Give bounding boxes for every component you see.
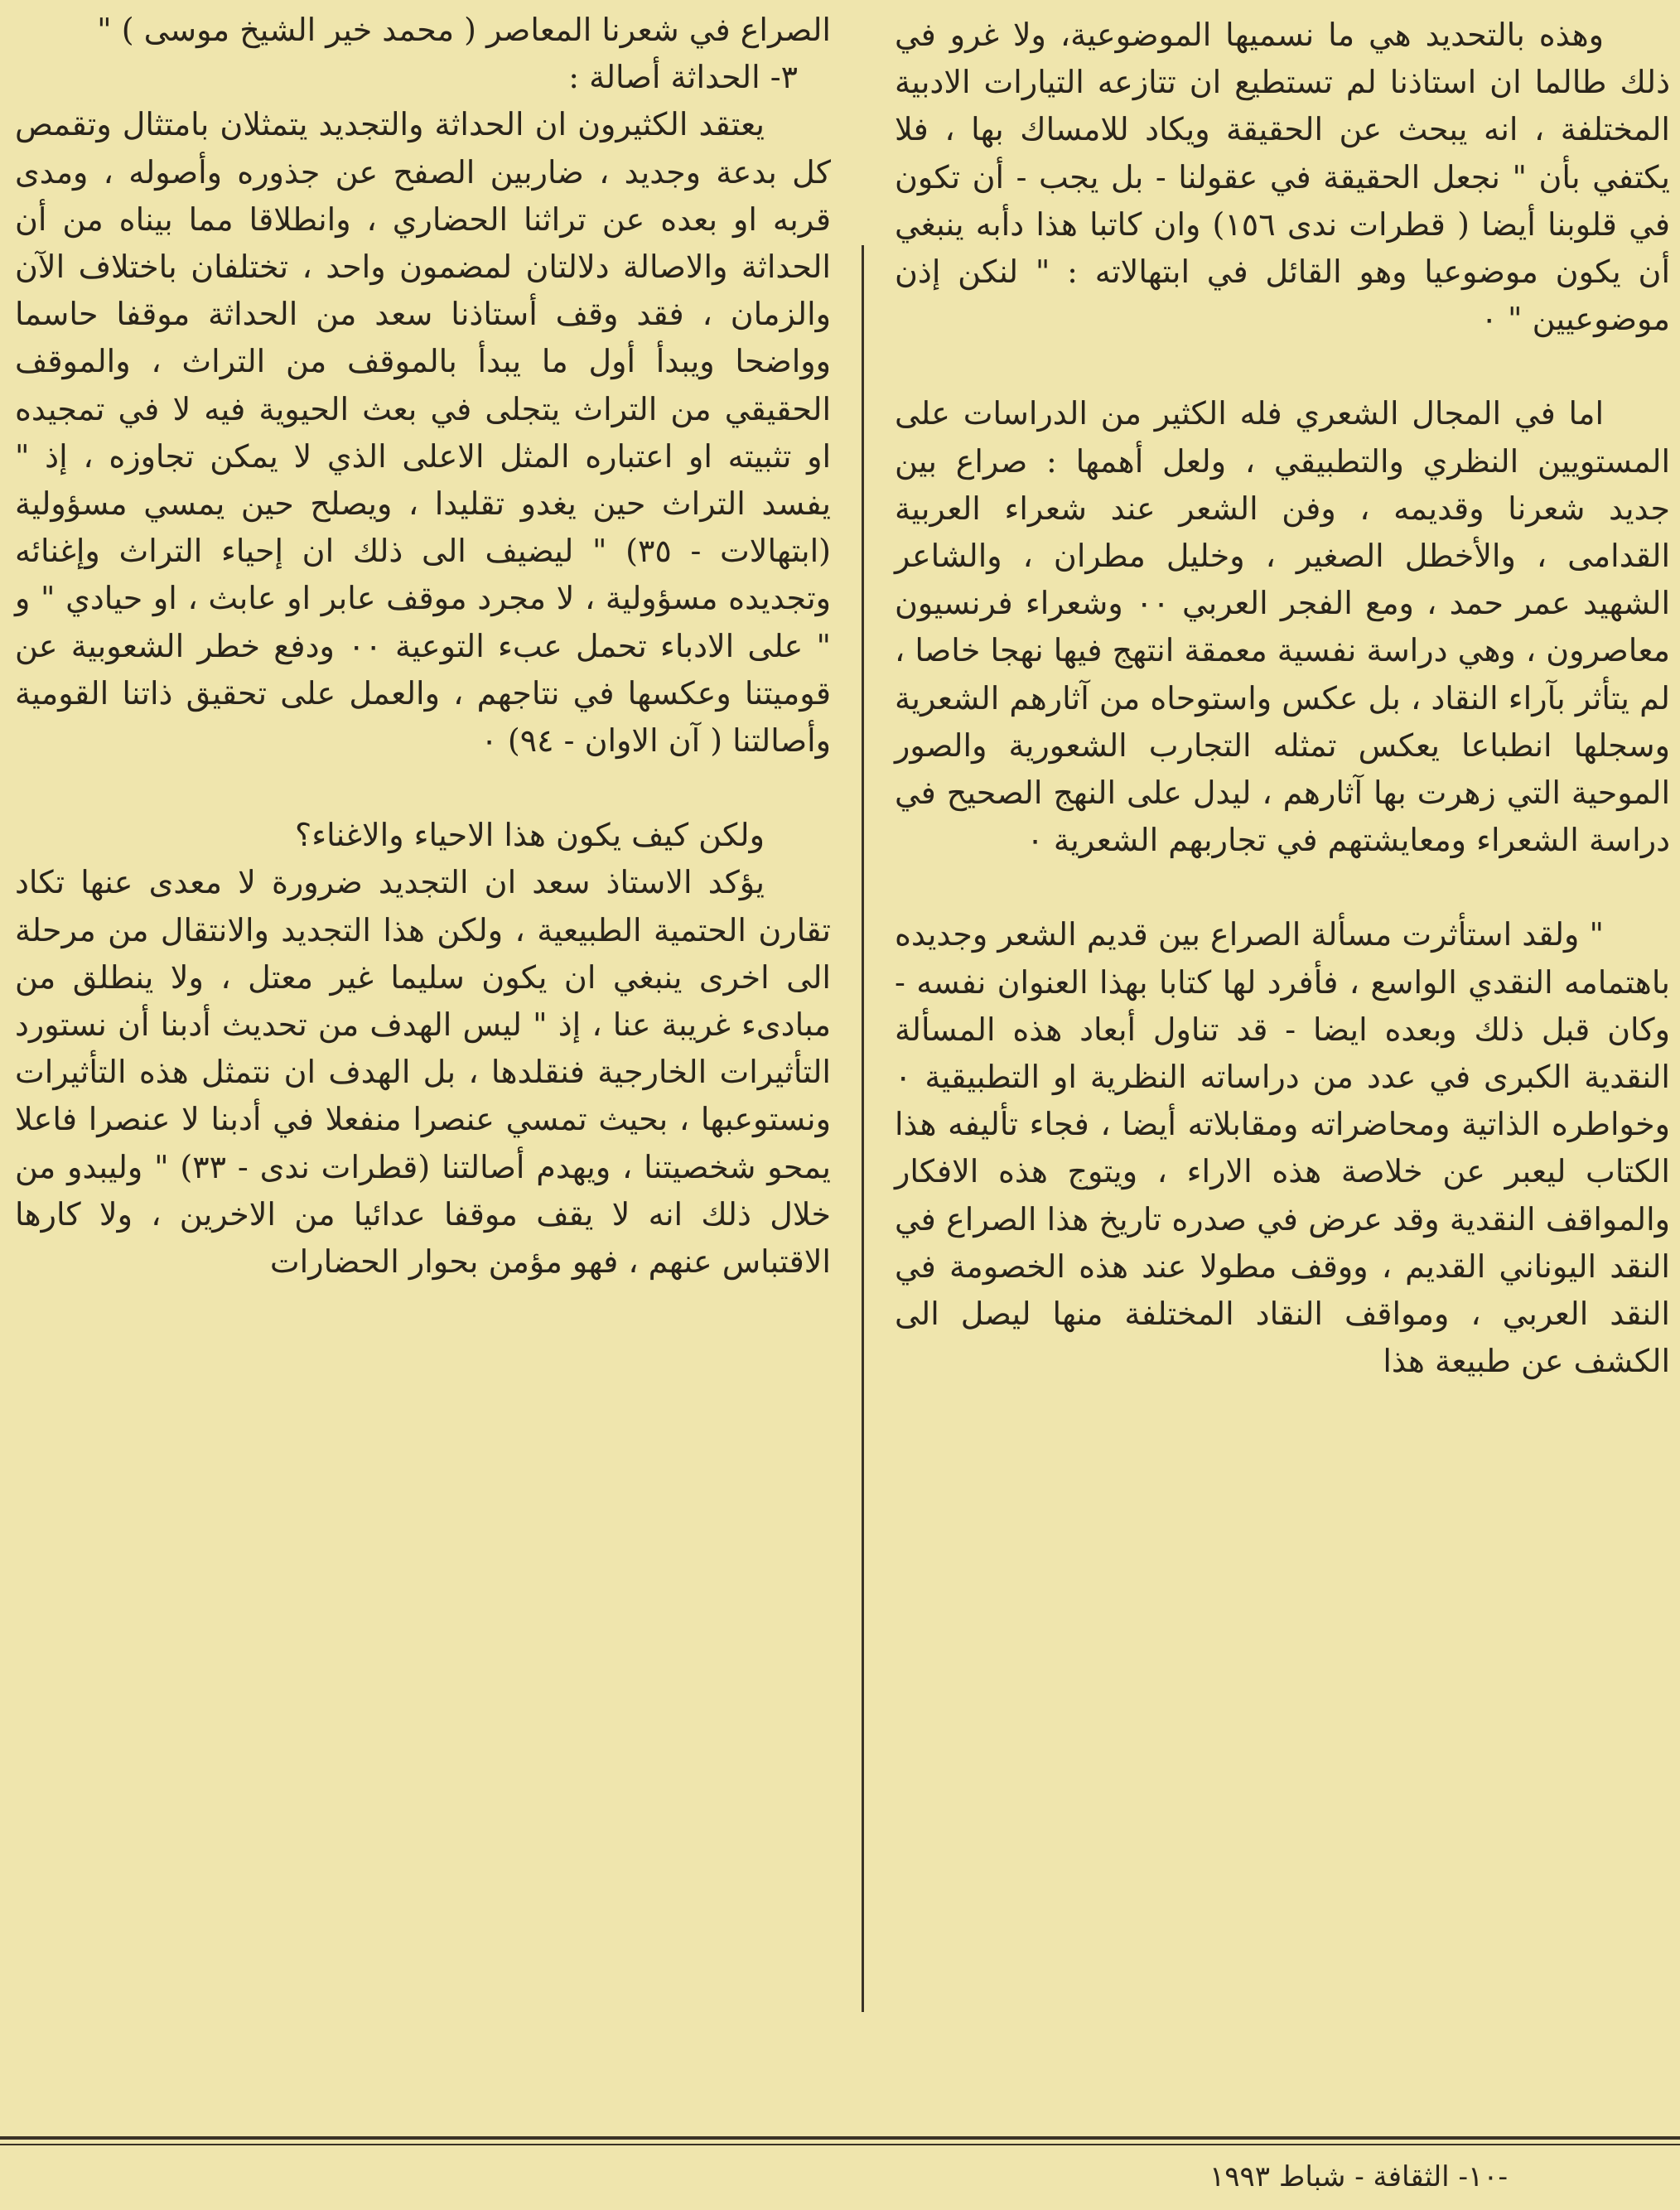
- section-heading: ٣- الحداثة أصالة :: [568, 59, 798, 96]
- left-text-column: [15, 0, 831, 1286]
- paragraph-continuation: الصراع في شعرنا المعاصر ( محمد خير الشيخ موسى ) ": [97, 12, 831, 48]
- paragraph-old-new-conflict: " ولقد استأثرت مسألة الصراع بين قديم الشعر وجديده باهتمامه النقدي الواسع ، فأفرد لها كتابا بهذا العنوان نفسه - وكان قبل ذلك وبعده ايضا - قد تناول أبعاد هذه المسألة النقدية الكبرى في عدد من دراساته النظرية او التطبيقية ٠ وخواطره الذاتية ومحاضراته ومقابلاته أيضا ، فجاء تأليفه هذا الكتاب ليعبر عن خلاصة هذه الاراء ، ويتوج هذه الافكار والمواقف النقدية وقد عرض في صدره تاريخ هذا الصراع في النقد اليوناني القديم ، ووقف مطولا عند هذه الخصومة في النقد العربي ، ومواقف النقاد المختلفة منها ليصل الى الكشف عن طبيعة هذا: [895, 916, 1670, 1380]
- paragraph-gap: [895, 343, 1670, 390]
- footer-rule-thin: [0, 2144, 1680, 2145]
- paragraph-renewal: يؤكد الاستاذ سعد ان التجديد ضرورة لا معدى عنها تكاد تقارن الحتمية الطبيعية ، ولكن هذا التجديد والانتقال من مرحلة الى اخرى ينبغي ان يكون سليما غير معتل ، ولا ينطلق من مبادىء غريبة عنا ، إذ " ليس الهدف من تحديث أدبنا أن نستورد التأثيرات الخارجية فنقلدها ، بل الهدف ان نتمثل هذه التأثيرات ونستوعبها ، بحيث تمسي عنصرا منفعلا في أدبنا لا عنصرا فاعلا يمحو شخصيتنا ، ويهدم أصالتنا (قطرات ندى - ٣٣) " وليبدو من خلال ذلك انه لا يقف موقفا عدائيا من الاخرين ، ولا كارها الاقتباس عنهم ، فهو مؤمن بحوار الحضارات: [15, 864, 831, 1281]
- footer-rule-thick: [0, 2136, 1680, 2140]
- paragraph-gap: [15, 765, 831, 812]
- paragraph-modernity: يعتقد الكثيرون ان الحداثة والتجديد يتمثلان بامتثال وتقمص كل بدعة وجديد ، ضاربين الصفح عن جذوره وأصوله ، ومدى قربه او بعده عن تراثنا الحضاري ، وانطلاقا مما بيناه من أن الحداثة والاصالة دلالتان لمضمون واحد ، تختلفان باختلاف الآن والزمان ، فقد وقف أستاذنا سعد من الحداثة موقفا حاسما وواضحا ويبدأ أول ما يبدأ بالموقف من التراث ، والموقف الحقيقي من التراث يتجلى في بعث الحيوية فيه لا في تمجيده او تثبيته او اعتباره المثل الاعلى الذي لا يمكن تجاوزه ، إذ " يفسد التراث حين يغدو تقليدا ، ويصلح حين يمسي مسؤولية (ابتهالات - ٣٥) " ليضيف الى ذلك ان إحياء التراث وإغنائه وتجديده مسؤولية ، لا مجرد موقف عابر او عابث ، او حيادي " و " على الادباء تحمل عبء التوعية ٠٠ ودفع خطر الشعوبية عن قوميتنا وعكسها في نتاجهم ، والعمل على تحقيق ذاتنا القومية وأصالتنا ( آن الاوان - ٩٤) ٠: [15, 106, 832, 760]
- paragraph-poetic-studies: اما في المجال الشعري فله الكثير من الدراسات على المستويين النظري والتطبيقي ، ولعل أهمها : صراع بين جديد شعرنا وقديمه ، وفن الشعر عند شعراء العربية القدامى ، والأخطل الصغير ، وخليل مطران ، والشاعر الشهيد عمر حمد ، ومع الفجر العربي ٠٠ وشعراء فرنسيون معاصرون ، وهي دراسة نفسية معمقة انتهج فيها نهجا خاصا ، لم يتأثر بآراء النقاد ، بل عكس واستوحاه من آثارهم الشعرية وسجلها انطباعا يعكس تمثله التجارب الشعورية والصور الموحية التي زهرت بها آثارهم ، ليدل على النهج الصحيح في دراسة الشعراء ومعايشتهم في تجاربهم الشعرية ٠: [895, 395, 1671, 859]
- right-text-column: [895, 0, 1670, 1385]
- paragraph-question: ولكن كيف يكون هذا الاحياء والاغناء؟: [295, 817, 765, 854]
- paragraph-objectivity: وهذه بالتحديد هي ما نسميها الموضوعية، ولا غرو في ذلك طالما ان استاذنا لم تستطيع ان تتازعه التيارات الادبية المختلفة ، انه يبحث عن الحقيقة ويكاد للامساك بها ، فلا يكتفي بأن " نجعل الحقيقة في عقولنا - بل يجب - أن تكون في قلوبنا أيضا ( قطرات ندى ١٥٦) وان كاتبا هذا دأبه ينبغي أن يكون موضوعيا وهو القائل في ابتهالاته : " لنكن إذن موضوعيين " ٠: [895, 17, 1671, 338]
- page-footer: -١٠- الثقافة - شباط ١٩٩٣: [1209, 2160, 1508, 2193]
- column-divider: [862, 245, 864, 2012]
- paragraph-gap: [895, 864, 1670, 911]
